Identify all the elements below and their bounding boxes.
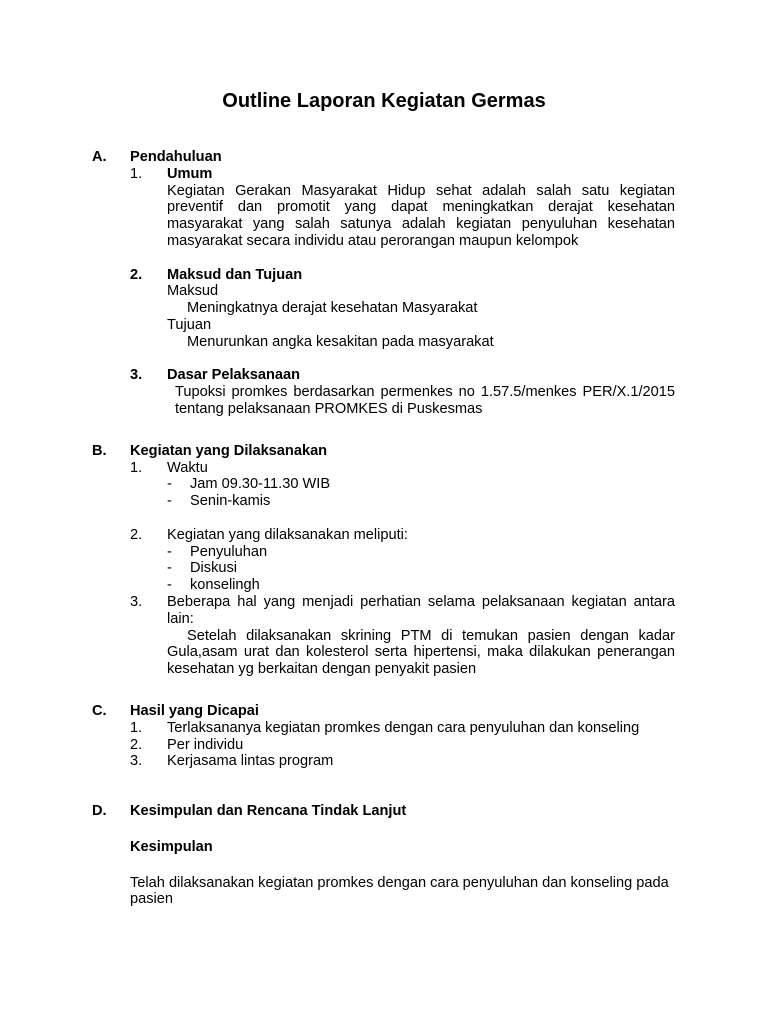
item-title: Waktu [167, 459, 208, 476]
item-number: 2. [130, 736, 143, 753]
item-text: Tupoksi promkes berdasarkan permenkes no 1.57.5/menkes PER/X.1/2015 tentang pelaksanaan PROMKES di Puskesmas [175, 384, 675, 417]
item-number: 3. [130, 753, 143, 770]
section-d-heading [92, 803, 675, 820]
bullet-dash: - [167, 476, 172, 493]
section-a-item-2 [130, 267, 675, 284]
item-number: 3. [130, 593, 143, 610]
section-b-item-3 [130, 594, 675, 628]
bullet-dash: - [167, 577, 172, 594]
section-b-item-1 [130, 460, 675, 477]
section-c-heading [92, 703, 675, 720]
item-title: Beberapa hal yang menjadi perhatian selama pelaksanaan kegiatan antara lain: [167, 593, 675, 627]
section-title: Hasil yang Dicapai [130, 702, 259, 719]
item-title: Umum [167, 165, 213, 182]
item-number: 2. [130, 526, 143, 543]
section-letter: D. [92, 803, 107, 820]
maksud-text: Meningkatnya derajat kesehatan Masyarakat [187, 300, 478, 317]
section-c-item-3 [130, 753, 675, 770]
document-title: Outline Laporan Kegiatan Germas [222, 90, 546, 112]
tujuan-text: Menurunkan angka kesakitan pada masyarakat [187, 333, 494, 350]
bullet-dash: - [167, 543, 172, 560]
bullet-item [167, 560, 675, 577]
conclusion-text: Telah dilaksanakan kegiatan promkes dengan cara penyuluhan dan konseling pada pasien [130, 874, 669, 908]
item-text: Per individu [167, 736, 244, 753]
item-title: Dasar Pelaksanaan [167, 367, 301, 384]
item-title: Maksud dan Tujuan [167, 266, 303, 283]
section-c-item-2 [130, 737, 675, 754]
bullet-item [167, 476, 675, 493]
bullet-item [167, 544, 675, 561]
bullet-text: Penyuluhan [190, 543, 268, 560]
item-number: 1. [130, 719, 143, 736]
subsection-title: Kesimpulan [130, 838, 213, 855]
item-text: Terlaksananya kegiatan promkes dengan cara penyuluhan dan konseling [167, 719, 640, 736]
bullet-dash: - [167, 493, 172, 510]
section-a-item-1 [130, 166, 675, 183]
item-text: Kegiatan Gerakan Masyarakat Hidup sehat adalah salah satu kegiatan preventif dan promotit yang dapat meningkatkan derajat kesehatan masyarakat yang salah satunya adalah kegiatan penyuluhan kesehatan masyarakat secara individu atau perorangan maupun kelompok [167, 182, 675, 249]
section-title: Pendahuluan [130, 149, 222, 165]
section-a-heading [92, 149, 675, 166]
bullet-text: Senin-kamis [190, 493, 271, 510]
bullet-text: Diskusi [190, 560, 238, 577]
document-content [92, 149, 675, 908]
section-a-item-3 [130, 367, 675, 384]
item-text: Setelah dilaksanakan skrining PTM di temukan pasien dengan kadar Gula,asam urat dan kolesterol serta hipertensi, maka dilakukan penerangan kesehatan yg berkaitan dengan penyakit pasien [167, 627, 675, 678]
section-title: Kesimpulan dan Rencana Tindak Lanjut [130, 803, 407, 820]
section-letter: C. [92, 702, 107, 719]
item-number: 1. [130, 165, 143, 182]
section-letter: B. [92, 442, 107, 459]
section-letter: A. [92, 149, 107, 165]
bullet-item [167, 493, 675, 510]
section-b-item-2 [130, 527, 675, 544]
section-c-item-1 [130, 720, 675, 737]
item-number: 3. [130, 367, 143, 384]
item-number: 2. [130, 266, 143, 283]
bullet-text: Jam 09.30-11.30 WIB [190, 476, 331, 493]
bullet-item [167, 577, 675, 594]
item-number: 1. [130, 459, 143, 476]
section-title: Kegiatan yang Dilaksanakan [130, 442, 328, 459]
item-title: Kegiatan yang dilaksanakan meliputi: [167, 526, 408, 543]
bullet-dash: - [167, 560, 172, 577]
bullet-text: konselingh [190, 577, 260, 594]
section-b-heading [92, 443, 675, 460]
maksud-label: Maksud [167, 283, 219, 300]
tujuan-label: Tujuan [167, 316, 212, 333]
item-text: Kerjasama lintas program [167, 753, 334, 770]
